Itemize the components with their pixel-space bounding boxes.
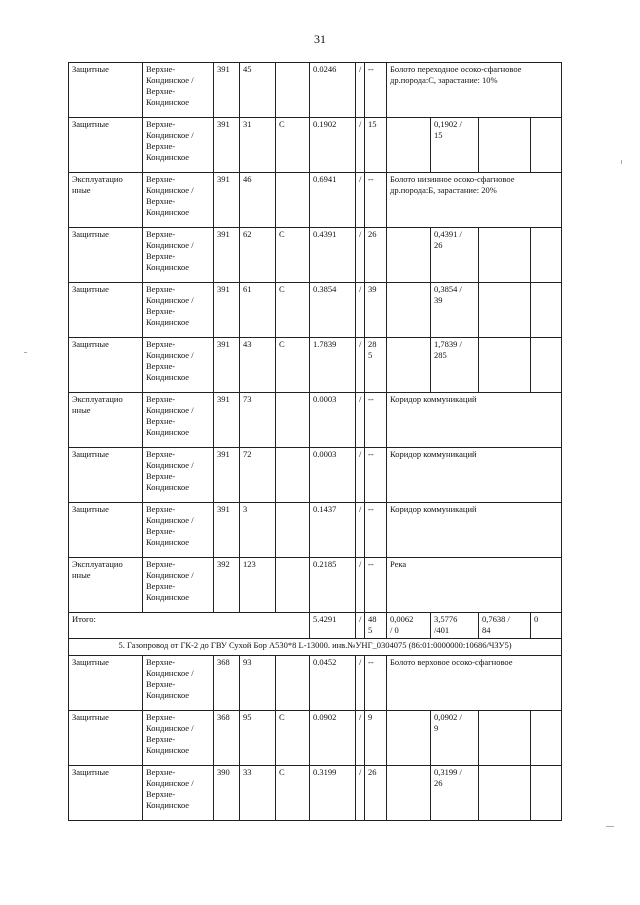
plot-cell: 73 <box>240 393 276 448</box>
total-label: Итого: <box>69 613 310 639</box>
species-cell: С <box>276 283 310 338</box>
area-cell: 5.4291 <box>310 613 356 639</box>
area-cell: 0.3854 <box>310 283 356 338</box>
category-cell: Защитные <box>69 503 143 558</box>
category-cell: Защитные <box>69 118 143 173</box>
note-cell: Болото переходное осоко-сфагновое др.порода:С, зарастание: 10% <box>387 63 562 118</box>
plot-cell: 62 <box>240 228 276 283</box>
scan-speck <box>24 352 27 353</box>
forestry-cell: Верхне- Кондинское / Верхне- Кондинское <box>143 656 214 711</box>
value-cell <box>387 338 431 393</box>
value-cell: 0 <box>531 613 562 639</box>
separator-cell: / <box>356 118 365 173</box>
separator-cell: / <box>356 656 365 711</box>
category-cell: Защитные <box>69 63 143 118</box>
species-cell <box>276 393 310 448</box>
forestry-cell: Верхне- Кондинское / Верхне- Кондинское <box>143 448 214 503</box>
volume-cell: -- <box>365 173 387 228</box>
quarter-cell: 391 <box>214 228 240 283</box>
volume-cell: 39 <box>365 283 387 338</box>
value-cell <box>387 283 431 338</box>
species-cell <box>276 558 310 613</box>
note-cell: Коридор коммуникаций <box>387 503 562 558</box>
category-cell: Защитные <box>69 283 143 338</box>
quarter-cell: 391 <box>214 118 240 173</box>
section-heading-row <box>69 639 562 656</box>
quarter-cell: 390 <box>214 766 240 821</box>
value-cell: 1,7839 / 285 <box>431 338 479 393</box>
volume-cell: -- <box>365 63 387 118</box>
separator-cell: / <box>356 338 365 393</box>
total-row <box>69 613 562 639</box>
quarter-cell: 368 <box>214 711 240 766</box>
table-row <box>69 63 562 118</box>
value-cell <box>387 118 431 173</box>
table-row <box>69 338 562 393</box>
area-cell: 1.7839 <box>310 338 356 393</box>
species-cell: С <box>276 711 310 766</box>
note-cell: Болото верховое осоко-сфагновое <box>387 656 562 711</box>
value-cell <box>531 766 562 821</box>
quarter-cell: 391 <box>214 448 240 503</box>
species-cell <box>276 503 310 558</box>
volume-cell: -- <box>365 503 387 558</box>
separator-cell: / <box>356 393 365 448</box>
separator-cell: / <box>356 558 365 613</box>
value-cell <box>531 228 562 283</box>
volume-cell: 48 5 <box>365 613 387 639</box>
species-cell: С <box>276 228 310 283</box>
plot-cell: 31 <box>240 118 276 173</box>
volume-cell: 26 <box>365 228 387 283</box>
value-cell <box>531 118 562 173</box>
forestry-cell: Верхне- Кондинское / Верхне- Кондинское <box>143 118 214 173</box>
value-cell <box>479 766 531 821</box>
separator-cell: / <box>356 448 365 503</box>
table-row <box>69 448 562 503</box>
note-cell: Коридор коммуникаций <box>387 448 562 503</box>
separator-cell: / <box>356 503 365 558</box>
volume-cell: 9 <box>365 711 387 766</box>
scan-speck <box>606 826 614 827</box>
area-cell: 0.0902 <box>310 711 356 766</box>
plot-cell: 95 <box>240 711 276 766</box>
area-cell: 0.0452 <box>310 656 356 711</box>
plot-cell: 33 <box>240 766 276 821</box>
plot-cell: 43 <box>240 338 276 393</box>
value-cell <box>479 283 531 338</box>
area-cell: 0.0003 <box>310 393 356 448</box>
separator-cell: / <box>356 766 365 821</box>
species-cell <box>276 656 310 711</box>
value-cell <box>387 711 431 766</box>
separator-cell: / <box>356 228 365 283</box>
category-cell: Защитные <box>69 228 143 283</box>
area-cell: 0.0246 <box>310 63 356 118</box>
area-cell: 0.3199 <box>310 766 356 821</box>
plot-cell: 61 <box>240 283 276 338</box>
table-row <box>69 558 562 613</box>
forestry-cell: Верхне- Кондинское / Верхне- Кондинское <box>143 173 214 228</box>
category-cell: Защитные <box>69 448 143 503</box>
value-cell <box>387 228 431 283</box>
note-cell: Река <box>387 558 562 613</box>
value-cell <box>479 711 531 766</box>
species-cell: С <box>276 766 310 821</box>
forestry-cell: Верхне- Кондинское / Верхне- Кондинское <box>143 503 214 558</box>
table-row <box>69 711 562 766</box>
species-cell: С <box>276 338 310 393</box>
value-cell: 0,4391 / 26 <box>431 228 479 283</box>
separator-cell: / <box>356 613 365 639</box>
category-cell: Защитные <box>69 338 143 393</box>
forestry-cell: Верхне- Кондинское / Верхне- Кондинское <box>143 63 214 118</box>
quarter-cell: 391 <box>214 393 240 448</box>
plot-cell: 46 <box>240 173 276 228</box>
volume-cell: -- <box>365 558 387 613</box>
table-row <box>69 393 562 448</box>
value-cell <box>531 283 562 338</box>
table-row <box>69 173 562 228</box>
separator-cell: / <box>356 711 365 766</box>
category-cell: Защитные <box>69 656 143 711</box>
quarter-cell: 391 <box>214 173 240 228</box>
volume-cell: -- <box>365 393 387 448</box>
value-cell: 0,0902 / 9 <box>431 711 479 766</box>
area-cell: 0.0003 <box>310 448 356 503</box>
note-cell: Коридор коммуникаций <box>387 393 562 448</box>
forestry-cell: Верхне- Кондинское / Верхне- Кондинское <box>143 558 214 613</box>
page-number: 31 <box>314 32 326 46</box>
value-cell: 0,7638 / 84 <box>479 613 531 639</box>
value-cell: 0,0062 / 0 <box>387 613 431 639</box>
table-row <box>69 283 562 338</box>
species-cell <box>276 448 310 503</box>
plot-cell: 3 <box>240 503 276 558</box>
plot-cell: 72 <box>240 448 276 503</box>
species-cell <box>276 63 310 118</box>
forestry-cell: Верхне- Кондинское / Верхне- Кондинское <box>143 228 214 283</box>
forestry-cell: Верхне- Кондинское / Верхне- Кондинское <box>143 283 214 338</box>
volume-cell: 26 <box>365 766 387 821</box>
area-cell: 0.4391 <box>310 228 356 283</box>
category-cell: Защитные <box>69 711 143 766</box>
table-row <box>69 503 562 558</box>
species-cell: С <box>276 118 310 173</box>
species-cell <box>276 173 310 228</box>
plot-cell: 45 <box>240 63 276 118</box>
quarter-cell: 391 <box>214 283 240 338</box>
forestry-cell: Верхне- Кондинское / Верхне- Кондинское <box>143 338 214 393</box>
table-row <box>69 118 562 173</box>
volume-cell: 15 <box>365 118 387 173</box>
area-cell: 0.2185 <box>310 558 356 613</box>
note-cell: Болото низинное осоко-сфагновое др.порода:Б, зарастание: 20% <box>387 173 562 228</box>
forestry-cell: Верхне- Кондинское / Верхне- Кондинское <box>143 711 214 766</box>
quarter-cell: 391 <box>214 338 240 393</box>
category-cell: Защитные <box>69 766 143 821</box>
quarter-cell: 392 <box>214 558 240 613</box>
table-row <box>69 656 562 711</box>
value-cell <box>479 228 531 283</box>
volume-cell: -- <box>365 448 387 503</box>
forestry-cell: Верхне- Кондинское / Верхне- Кондинское <box>143 766 214 821</box>
value-cell: 3,5776 /401 <box>431 613 479 639</box>
value-cell <box>531 338 562 393</box>
area-cell: 0.1902 <box>310 118 356 173</box>
category-cell: Эксплуатацио нные <box>69 558 143 613</box>
value-cell <box>531 711 562 766</box>
area-cell: 0.6941 <box>310 173 356 228</box>
quarter-cell: 368 <box>214 656 240 711</box>
plot-cell: 93 <box>240 656 276 711</box>
separator-cell: / <box>356 173 365 228</box>
value-cell: 0,3854 / 39 <box>431 283 479 338</box>
category-cell: Эксплуатацио нные <box>69 173 143 228</box>
quarter-cell: 391 <box>214 63 240 118</box>
forest-plot-table <box>68 62 562 821</box>
area-cell: 0.1437 <box>310 503 356 558</box>
value-cell <box>479 338 531 393</box>
value-cell: 0,1902 / 15 <box>431 118 479 173</box>
plot-cell: 123 <box>240 558 276 613</box>
table-row <box>69 766 562 821</box>
value-cell <box>387 766 431 821</box>
volume-cell: 28 5 <box>365 338 387 393</box>
separator-cell: / <box>356 283 365 338</box>
value-cell: 0,3199 / 26 <box>431 766 479 821</box>
category-cell: Эксплуатацио нные <box>69 393 143 448</box>
forestry-cell: Верхне- Кондинское / Верхне- Кондинское <box>143 393 214 448</box>
table-row <box>69 228 562 283</box>
volume-cell: -- <box>365 656 387 711</box>
value-cell <box>479 118 531 173</box>
separator-cell: / <box>356 63 365 118</box>
section-title: 5. Газопровод от ГК-2 до ГВУ Сухой Бор А530*8 L-13000. инв.№УНГ_0304075 (86:01:0000000:10686/ЧЗУ5) <box>69 639 562 656</box>
quarter-cell: 391 <box>214 503 240 558</box>
scan-speck <box>621 160 622 164</box>
